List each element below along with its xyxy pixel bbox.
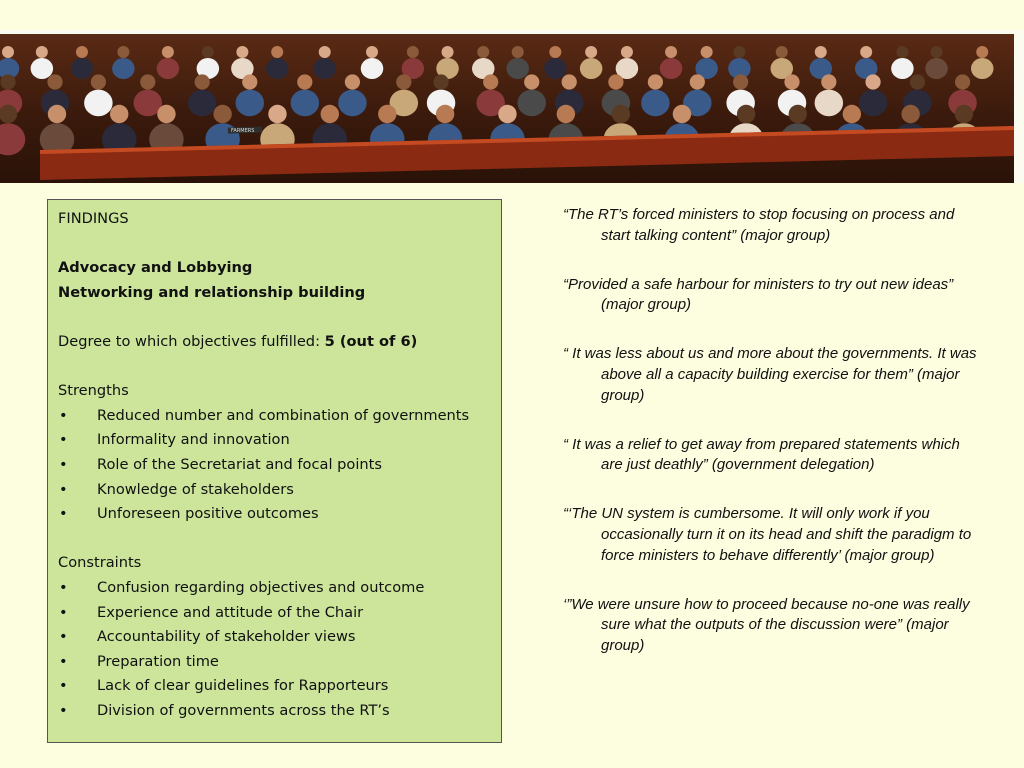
- findings-heading: FINDINGS: [58, 210, 129, 227]
- quote-2: “Provided a safe harbour for ministers to try out new ideas” (major group): [563, 275, 954, 314]
- findings-panel: [47, 199, 502, 743]
- list-item: • Preparation time: [58, 650, 491, 675]
- audience-figure-head: [242, 74, 257, 89]
- audience-figure-head: [896, 46, 908, 58]
- audience-figure-head: [195, 74, 210, 89]
- audience-figure-body: [506, 58, 529, 79]
- audience-figure-body: [112, 58, 135, 79]
- audience-figure-body: [361, 58, 384, 79]
- objectives-label: Degree to which objectives fulfilled:: [58, 332, 325, 350]
- strengths-title: Strengths: [58, 382, 129, 400]
- audience-figure-head: [378, 105, 396, 123]
- quote-6: ‘”We were unsure how to proceed because no-one was really sure what the outputs of the discussion were” (major group): [563, 595, 970, 655]
- audience-figure-head: [789, 105, 807, 123]
- audience-figure-head: [396, 74, 411, 89]
- audience-figure-head: [236, 46, 248, 58]
- audience-figure-head: [955, 74, 970, 89]
- audience-figure-head: [483, 74, 498, 89]
- audience-figure-head: [162, 46, 174, 58]
- list-item: • Experience and attitude of the Chair: [58, 601, 491, 626]
- audience-figure-head: [557, 105, 575, 123]
- audience-figure-body: [517, 90, 546, 117]
- audience-figure-body: [859, 90, 888, 117]
- audience-figure-head: [673, 105, 691, 123]
- audience-figure-head: [585, 46, 597, 58]
- quote-5: “‘The UN system is cumbersome. It will only work if you occasionally turn it on its head and shift the paradigm to force ministers to behave differently’ (major group): [563, 505, 972, 564]
- objectives-line: [58, 330, 491, 355]
- audience-figure-head: [213, 105, 231, 123]
- audience-figure-body: [157, 58, 180, 79]
- audience-figure-body: [660, 58, 683, 79]
- placard-text: FARMERS: [231, 128, 255, 134]
- audience-figure-head: [784, 74, 799, 89]
- audience-figure-body: [891, 58, 914, 79]
- strengths-list: [58, 404, 491, 527]
- audience-figure-head: [76, 46, 88, 58]
- audience-figure-head: [549, 46, 561, 58]
- audience-figure-head: [815, 46, 827, 58]
- conference-banner-image: [0, 30, 1024, 183]
- quote-3: “ It was less about us and more about the governments. It was above all a capacity building exercise for them” (major group): [563, 345, 977, 404]
- audience-figure-body: [338, 90, 367, 117]
- audience-figure-body: [580, 58, 603, 79]
- topic-advocacy: Advocacy and Lobbying: [58, 259, 253, 277]
- audience-figure-head: [110, 105, 128, 123]
- list-item: • Lack of clear guidelines for Rapporteurs: [58, 674, 491, 699]
- audience-figure-head: [621, 46, 633, 58]
- audience-figure-head: [776, 46, 788, 58]
- list-item: • Informality and innovation: [58, 428, 491, 453]
- list-item: • Accountability of stakeholder views: [58, 625, 491, 650]
- objectives-value: 5 (out of 6): [324, 332, 418, 350]
- audience-figure-body: [291, 90, 320, 117]
- topic-networking: Networking and relationship building: [58, 283, 366, 301]
- list-item: • Confusion regarding objectives and outcome: [58, 576, 491, 601]
- audience-figure-body: [971, 58, 994, 79]
- list-item: • Role of the Secretariat and focal points: [58, 453, 491, 478]
- audience-figure-body: [544, 58, 567, 79]
- audience-figure-head: [843, 105, 861, 123]
- audience-figure-head: [612, 105, 630, 123]
- audience-figure-head: [268, 105, 286, 123]
- audience-figure-head: [608, 74, 623, 89]
- audience-figure-head: [821, 74, 836, 89]
- audience-figure-head: [0, 74, 15, 89]
- audience-figure-head: [47, 74, 62, 89]
- audience-figure-head: [477, 46, 489, 58]
- audience-figure-head: [442, 46, 454, 58]
- audience-figure-head: [117, 46, 129, 58]
- audience-figure-body: [641, 90, 670, 117]
- audience-figure-head: [48, 105, 66, 123]
- audience-figure-body: [925, 58, 948, 79]
- audience-figure-head: [701, 46, 713, 58]
- audience-figure-head: [271, 46, 283, 58]
- audience-figure-head: [648, 74, 663, 89]
- audience-figure-head: [36, 46, 48, 58]
- audience-figure-head: [524, 74, 539, 89]
- audience-figure-head: [433, 74, 448, 89]
- audience-figure-head: [319, 46, 331, 58]
- quotes-column: [563, 205, 983, 685]
- audience-figure-head: [901, 105, 919, 123]
- audience-figure-head: [931, 46, 943, 58]
- list-item: • Division of governments across the RT’s: [58, 699, 491, 724]
- list-item: • Unforeseen positive outcomes: [58, 502, 491, 527]
- audience-figure-head: [690, 74, 705, 89]
- audience-figure-head: [737, 105, 755, 123]
- audience-figure-head: [910, 74, 925, 89]
- audience-figure-body: [236, 90, 265, 117]
- audience-figure-head: [297, 74, 312, 89]
- audience-figure-head: [955, 105, 973, 123]
- constraints-list: [58, 576, 491, 724]
- audience-figure-body: [266, 58, 289, 79]
- audience-figure-head: [202, 46, 214, 58]
- audience-figure-head: [140, 74, 155, 89]
- audience-figure-head: [345, 74, 360, 89]
- audience-figure-body: [31, 58, 54, 79]
- audience-figure-body: [71, 58, 94, 79]
- quote-1: “The RT’s forced ministers to stop focusing on process and start talking content” (major group): [563, 206, 955, 244]
- list-item: • Reduced number and combination of governments: [58, 404, 491, 429]
- audience-figure-head: [860, 46, 872, 58]
- audience-figure-body: [84, 90, 113, 117]
- audience-figure-head: [91, 74, 106, 89]
- audience-figure-body: [188, 90, 217, 117]
- audience-figure-head: [157, 105, 175, 123]
- audience-figure-head: [436, 105, 454, 123]
- audience-figure-head: [321, 105, 339, 123]
- audience-figure-head: [512, 46, 524, 58]
- list-item: • Knowledge of stakeholders: [58, 478, 491, 503]
- audience-figure-head: [498, 105, 516, 123]
- audience-figure-head: [407, 46, 419, 58]
- audience-figure-head: [733, 46, 745, 58]
- audience-figure-head: [366, 46, 378, 58]
- audience-figure-head: [562, 74, 577, 89]
- audience-figure-head: [665, 46, 677, 58]
- constraints-title: Constraints: [58, 554, 142, 572]
- audience-figure-head: [2, 46, 14, 58]
- quote-4: “ It was a relief to get away from prepared statements which are just deathly” (government delegation): [563, 435, 960, 474]
- audience-figure-body: [313, 58, 336, 79]
- audience-figure-head: [733, 74, 748, 89]
- audience-figure-head: [976, 46, 988, 58]
- audience-figure-head: [865, 74, 880, 89]
- audience-figure-body: [815, 90, 844, 117]
